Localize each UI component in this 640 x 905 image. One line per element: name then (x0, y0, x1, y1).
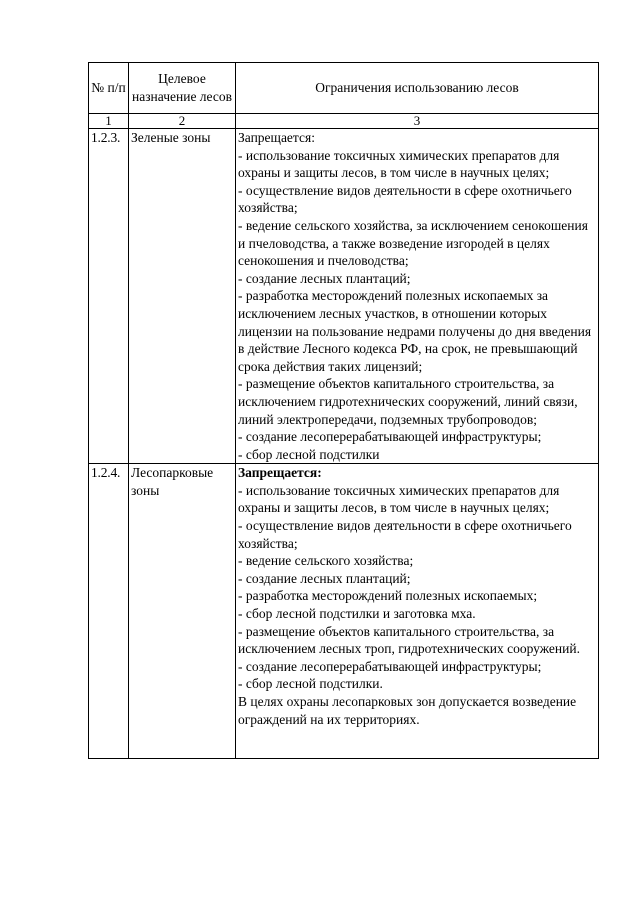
list-item: - сбор лесной подстилки и заготовка мха. (238, 606, 476, 622)
list-item: - осуществление видов деятельности в сфере охотничьего хозяйства; (238, 518, 572, 551)
forest-restrictions-table (88, 62, 599, 759)
header-restrictions: Ограничения использованию лесов (236, 63, 599, 114)
list-item: - создание лесных плантаций; (238, 570, 411, 586)
table-row (89, 464, 599, 759)
restrictions-list (238, 147, 596, 464)
list-item: - размещение объектов капитального строительства, за исключением гидротехнических сооружений, линий связи, линий электропередачи, подземных трубопроводов; (238, 376, 578, 427)
row-purpose: Лесопарковые зоны (129, 464, 236, 759)
restrictions-lead: Запрещается: (238, 465, 322, 481)
list-item: - использование токсичных химических препаратов для охраны и защиты лесов, в том числе в научных целях; (238, 482, 560, 516)
list-item: - разработка месторождений полезных ископаемых за исключением лесных участков, в отношении которых лицензии на пользование недрами получены до дня введения в действие Лесного кодекса РФ, на срок, не превышающий срока действия таких лицензий; (238, 288, 592, 374)
list-item: - ведение сельского хозяйства; (238, 553, 414, 569)
row-purpose: Зеленые зоны (129, 129, 236, 464)
column-number: 1 (89, 114, 129, 129)
document-page (88, 62, 598, 759)
restrictions-lead: Запрещается: (238, 130, 315, 145)
table-row (89, 129, 599, 464)
column-number: 2 (129, 114, 236, 129)
row-restrictions (236, 464, 599, 759)
list-item: - разработка месторождений полезных ископаемых; (238, 588, 538, 604)
header-number: № п/п (89, 63, 129, 114)
column-number: 3 (236, 114, 599, 129)
list-item: - осуществление видов деятельности в сфере охотничьего хозяйства; (238, 182, 572, 216)
restrictions-note: В целях охраны лесопарковых зон допускается возведение ограждений на их территориях. (238, 694, 577, 727)
list-item: - ведение сельского хозяйства, за исключением сенокошения и пчеловодства, а также возведение изгородей в целях сенокошения и пчеловодства; (238, 217, 588, 269)
column-number-row (89, 114, 599, 129)
row-restrictions (236, 129, 599, 464)
restrictions-list (238, 482, 596, 693)
row-number: 1.2.3. (89, 129, 129, 464)
header-purpose: Целевое назначение лесов (129, 63, 236, 114)
row-number: 1.2.4. (89, 464, 129, 759)
list-item: - создание лесных плантаций; (238, 270, 411, 286)
list-item: - создание лесоперерабатывающей инфраструктуры; (238, 429, 542, 445)
list-item: - использование токсичных химических препаратов для охраны и защиты лесов, в том числе в научных целях; (238, 147, 560, 181)
list-item: - сбор лесной подстилки. (238, 676, 383, 692)
list-item: - сбор лесной подстилки (238, 446, 380, 462)
table-header-row (89, 63, 599, 114)
list-item: - размещение объектов капитального строительства, за исключением лесных троп, гидротехнических сооружений. (238, 623, 580, 657)
list-item: - создание лесоперерабатывающей инфраструктуры; (238, 658, 542, 674)
